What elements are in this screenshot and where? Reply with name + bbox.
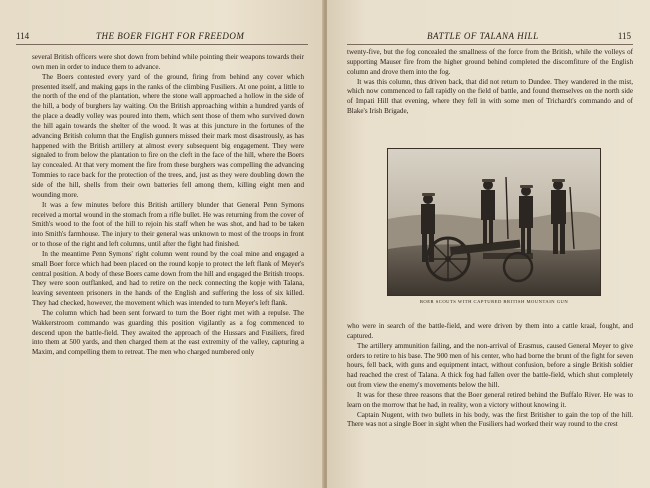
- paragraph: several British officers were shot down from behind while pointing their weapons towards their own men in order to induce them to advance.: [32, 53, 304, 71]
- paragraph: who were in search of the battle-field, and were driven by them into a cattle kraal, fought, and captured.: [347, 322, 633, 340]
- left-page-header: [16, 31, 308, 43]
- left-page: [0, 0, 324, 488]
- photograph: [387, 148, 601, 296]
- page-number: 114: [16, 31, 30, 41]
- header-rule: [347, 44, 633, 45]
- header-rule: [16, 44, 308, 45]
- right-page-body-top: [347, 48, 633, 117]
- running-head: BATTLE OF TALANA HILL: [427, 31, 539, 41]
- paragraph: The artillery ammunition failing, and the non-arrival of Erasmus, caused General Meyer to give orders to retire to his base. The 900 men of his center, who had borne the brunt of the fight for seven hours, fell back, with guns and equipment intact, without confusion, before a single British soldier had reached the crest of Talana. A thick fog had fallen over the battle-field, which shut completely out from view the enemy's movements below the hill.: [347, 341, 633, 390]
- paragraph: twenty-five, but the fog concealed the smallness of the force from the British, while the volleys of supporting Mauser fire from the higher ground behind completed the discomfiture of the English column and drove them into the fog.: [347, 48, 633, 76]
- photo-caption: BOER SCOUTS WITH CAPTURED BRITISH MOUNTAIN GUN: [419, 299, 569, 304]
- paragraph: The column which had been sent forward to turn the Boer right met with a repulse. The Wakkerstroom commando was guarding this position vigilantly as a fog commenced to descend upon the battle-field. They awaited the approach of the Hussars and Fusiliers, fired into them at 500 yards, and then charged them at the east extremity of the valley, capturing a Maxim, and compelling them to retreat. The men who charged numbered only: [32, 308, 304, 357]
- running-head: THE BOER FIGHT FOR FREEDOM: [96, 31, 245, 41]
- paragraph: Captain Nugent, with two bullets in his body, was the first Britisher to gain the top of the hill. There was not a single Boer in sight when the Fusiliers had worked their way round to the crest: [347, 410, 633, 429]
- paragraph: It was a few minutes before this British artillery blunder that General Penn Symons received a mortal wound in the stomach from a rifle bullet. He was returning from the cover of Smith's wood to the foot of the hill to rejoin his staff when he was shot, and had to be taken into Smith's farmhouse. The injury to their general was unknown to most of the troops in front or to those of the right and left columns, until after the fight had finished.: [32, 200, 304, 249]
- right-page-body-bottom: [347, 322, 633, 430]
- photo-figure: [387, 148, 601, 312]
- paragraph: It was for these three reasons that the Boer general retired behind the Buffalo River. He was to learn on the morrow that he had, in reality, won a victory without knowing it.: [347, 390, 633, 409]
- boer-scouts-photo-image: [388, 149, 601, 296]
- left-page-body: [32, 53, 304, 358]
- paragraph: It was this column, thus driven back, that did not return to Dundee. They wandered in the mist, which now commenced to fall rapidly on the field of battle, and found themselves on the north side of Impati Hill that evening, where they fell in with some men of Trichardt's commando and of Blake's Irish Brigade,: [347, 77, 633, 116]
- paragraph: The Boers contested every yard of the ground, firing from behind any cover which presented itself, and making gaps in the ranks of the climbing Fusiliers. At one point, a little to the north of the end of the plantation, where the stone wall approached a hollow in the side of the hill, a body of burghers lay waiting. On the British approaching within a hundred yards of the place a deadly volley was poured into them, which sent those of them who survived down the hill again towards the shelter of the wood. It was at this juncture in the fortunes of the advancing British column that the English gunners missed their mark most disastrously, as has happened with the British artillery at almost every subsequent big engagement. They were signaled to from below the plantation to fire on the cleft in the face of the hill, where the Boers lay concealed. At that very moment the fire from these burghers was compelling the advancing Tommies to race back for the protection of the trees, and, just as they were doubling down the side of the hill, shells from their own batteries fell among them, killing eight men and wounding more.: [32, 72, 304, 199]
- page-number: 115: [617, 31, 631, 41]
- paragraph: In the meantime Penn Symons' right column went round by the coal mine and engaged a small Boer force which had been placed on the round kopje to protect the left flank of Meyer's central position. A body of these Boers came down from the hill and engaged the British troops. They were soon outflanked, and had to retire on the neck connecting the kopje with Talana, leaving seventeen prisoners in the hands of the English and suffering the loss of six killed. They had checked, however, the movement which was intended to turn Meyer's left flank.: [32, 249, 304, 308]
- right-page-header: [347, 31, 637, 43]
- right-page: [327, 0, 650, 488]
